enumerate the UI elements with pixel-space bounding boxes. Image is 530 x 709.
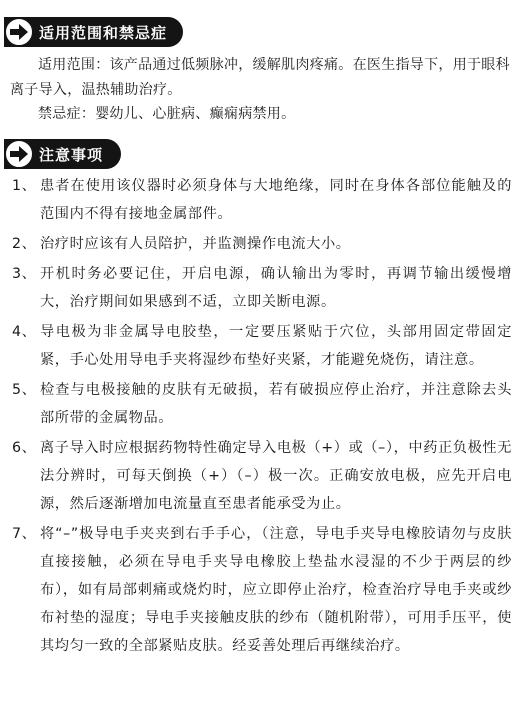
item-number: 7、 <box>12 526 37 542</box>
list-item <box>0 520 530 660</box>
item-text: 导电极为非金属导电胶垫，一定要压紧贴于穴位，头部用固定带固定紧，手心处用导电手夹将湿纱布垫好夹紧，才能避免烧伤，请注意。 <box>40 324 512 368</box>
list-item <box>0 172 530 228</box>
list-item <box>0 260 530 316</box>
section-header-pill <box>4 17 183 47</box>
item-text: 治疗时应该有人员陪护，并监测操作电流大小。 <box>40 236 351 252</box>
item-text: 患者在使用该仪器时必须身体与大地绝缘，同时在身体各部位能触及的范围内不得有接地金属部件。 <box>40 178 512 222</box>
list-item <box>0 434 530 518</box>
section-header-scope <box>4 17 183 47</box>
list-item <box>0 376 530 432</box>
precautions-list <box>0 172 530 662</box>
item-text: 离子导入时应根据药物特性确定导入电极（+）或（–），中药正负极性无法分辨时，可每天倒换（+）（–）极一次。正确安放电极，应先开启电源，然后逐渐增加电流量直至患者能承受为止。 <box>40 440 512 512</box>
contraindication-paragraph: 禁忌症：婴幼儿、心脏病、癫痫病禁用。 <box>38 106 296 122</box>
scope-paragraph: 适用范围：该产品通过低频脉冲，缓解肌肉疼痛。在医生指导下，用于眼科离子导入，温热辅助治疗。 <box>10 57 510 98</box>
section-title: 适用范围和禁忌症 <box>39 23 168 42</box>
item-number: 2、 <box>12 236 37 252</box>
arrow-right-icon <box>5 18 33 46</box>
item-number: 3、 <box>12 266 37 282</box>
section-header-pill <box>4 139 121 169</box>
item-number: 1、 <box>12 178 37 194</box>
item-text: 检查与电极接触的皮肤有无破损，若有破损应停止治疗，并注意除去头部所带的金属物品。 <box>40 382 512 426</box>
section-header-precautions <box>4 139 121 169</box>
arrow-right-icon <box>5 140 33 168</box>
list-item <box>0 230 530 258</box>
list-item <box>0 318 530 374</box>
item-number: 5、 <box>12 382 37 398</box>
item-number: 4、 <box>12 324 37 340</box>
section-title: 注意事项 <box>39 145 104 164</box>
item-text: 将“–”极导电手夹夹到右手手心，（注意，导电手夹导电橡胶请勿与皮肤直接接触，必须在导电手夹导电橡胶上垫盐水浸湿的不少于两层的纱布），如有局部刺痛或烧灼时，应立即停止治疗，检查治疗导电手夹或纱布衬垫的湿度；导电手夹接触皮肤的纱布（随机附带），可用手压平，使其均匀一致的全部紧贴皮肤。经妥善处理后再继续治疗。 <box>40 526 512 654</box>
item-number: 6、 <box>12 440 37 456</box>
item-text: 开机时务必要记住，开启电源，确认输出为零时，再调节输出缓慢增大，治疗期间如果感到不适，立即关断电源。 <box>40 266 512 310</box>
